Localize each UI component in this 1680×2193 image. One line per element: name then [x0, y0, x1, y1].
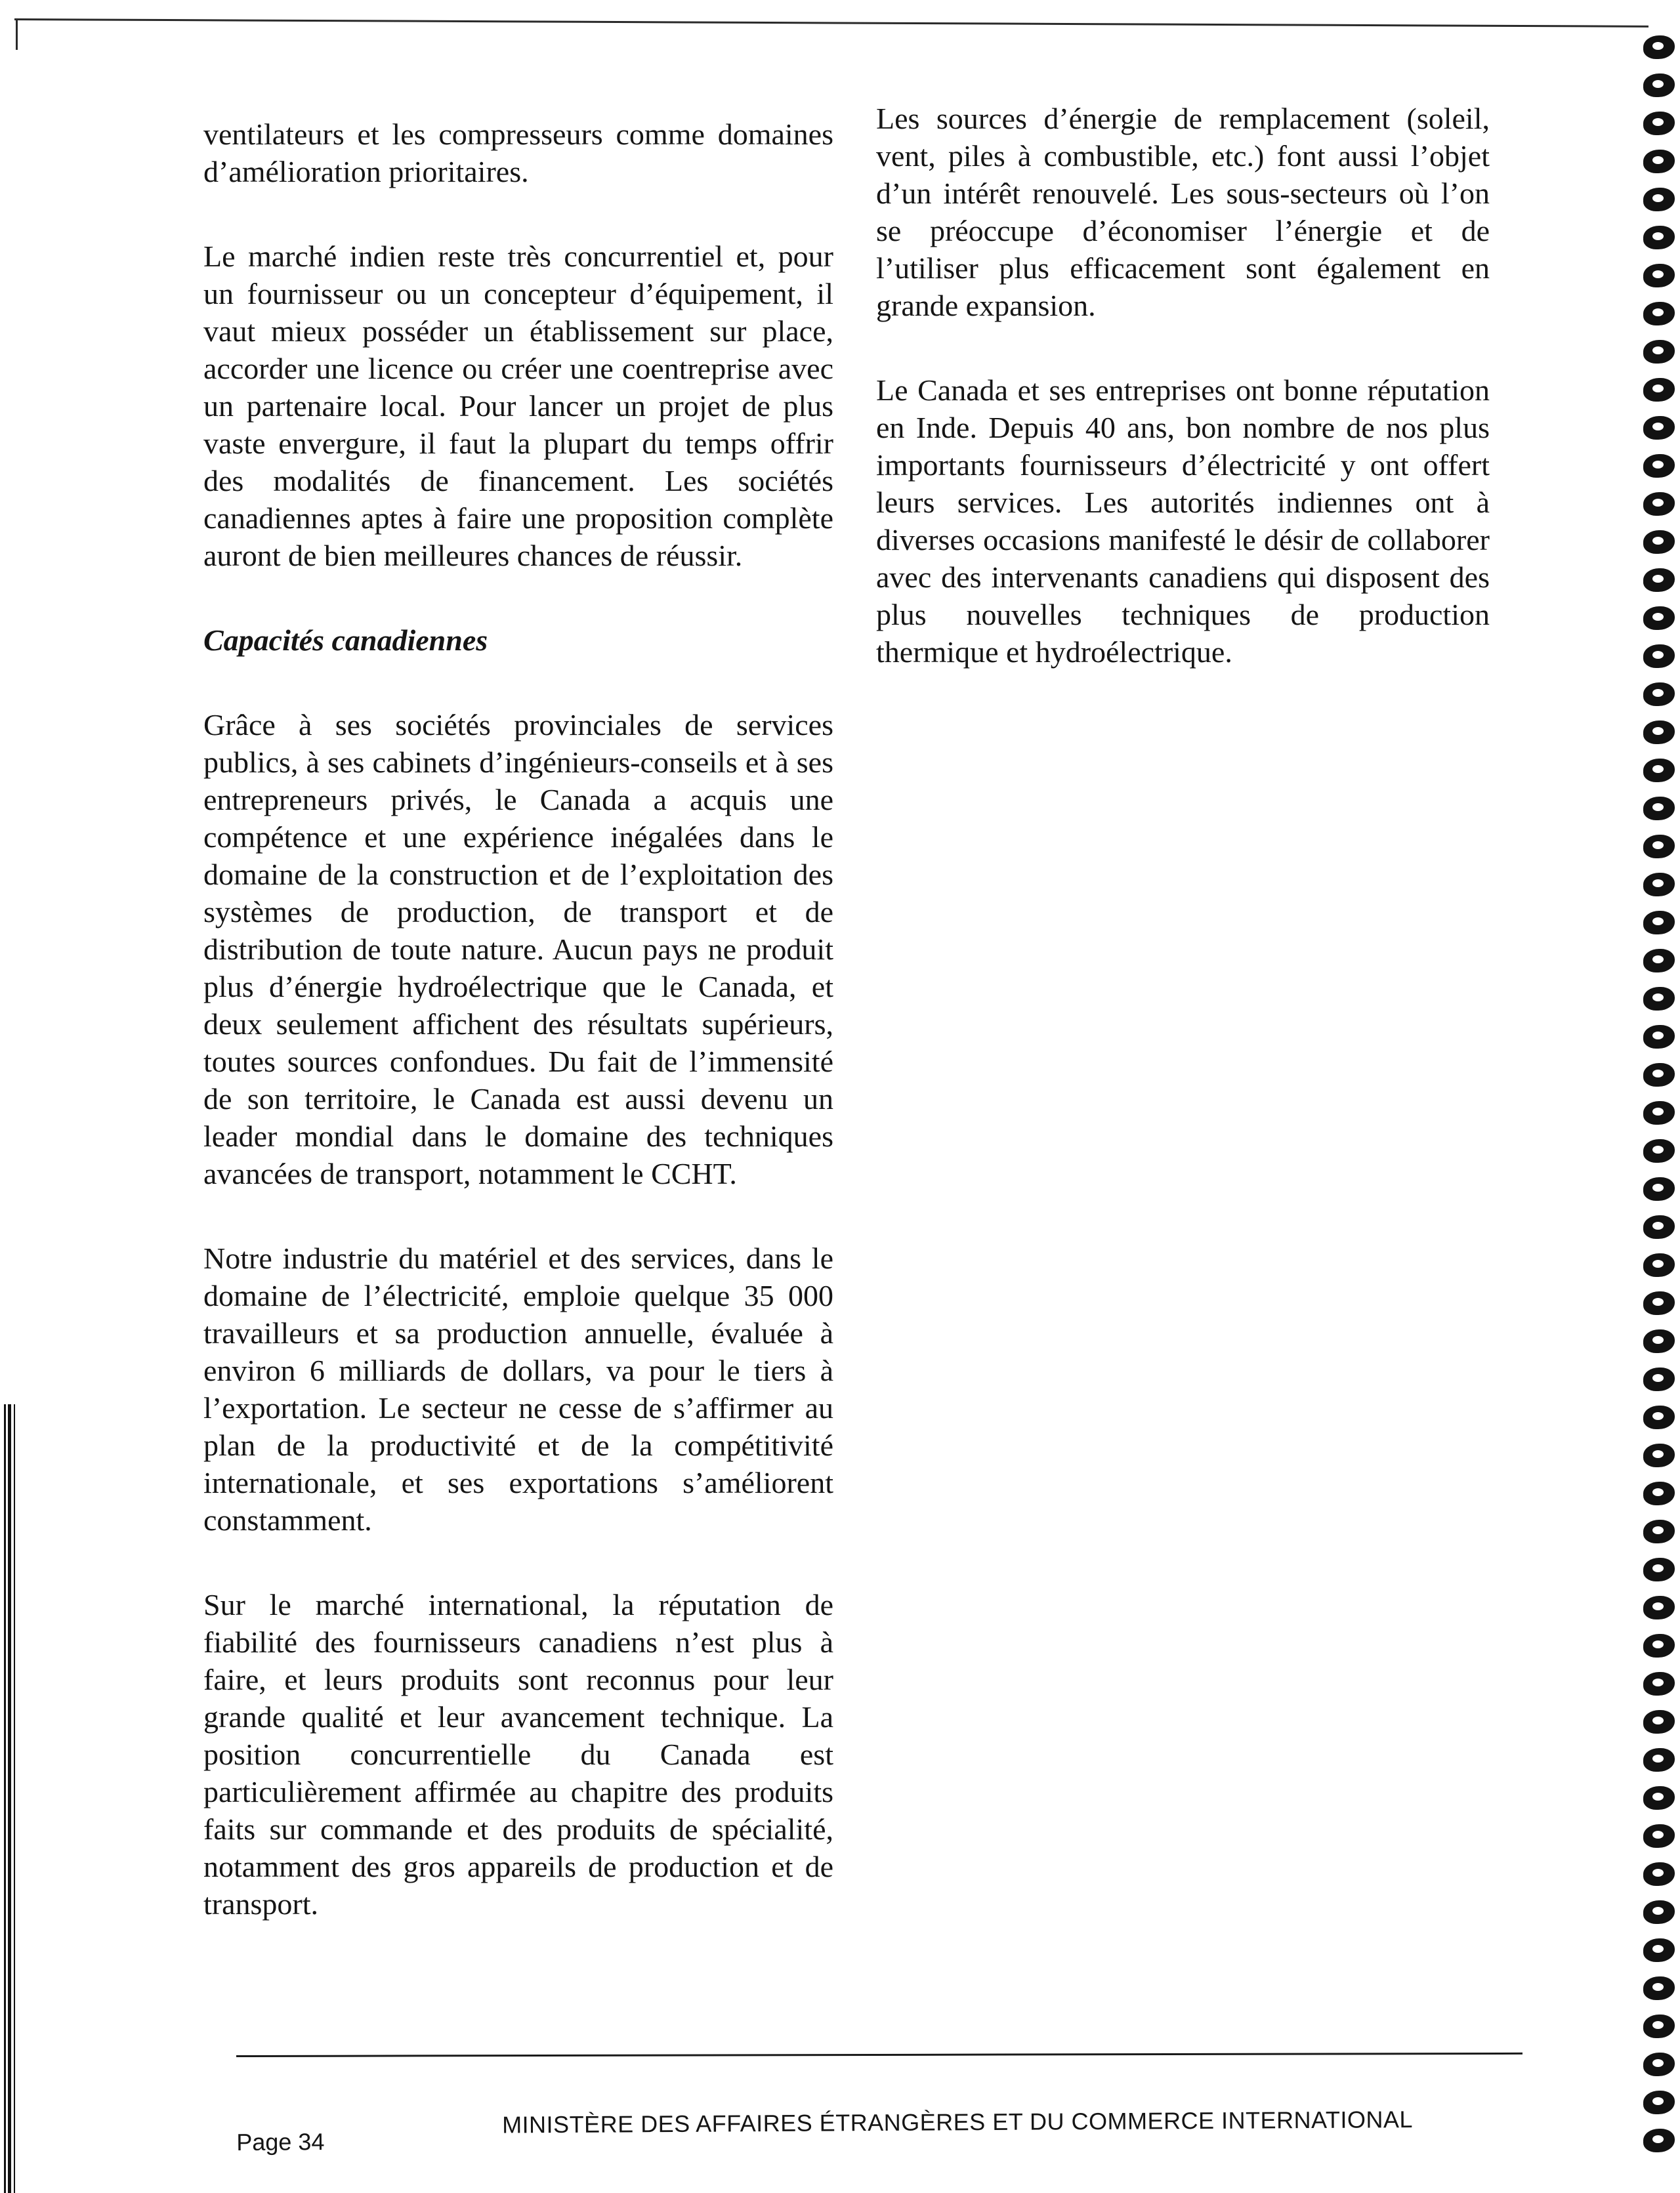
scan-top-edge	[14, 18, 1648, 28]
binding-ring-icon	[1643, 1329, 1675, 1353]
binding-ring-icon	[1643, 416, 1675, 440]
paragraph-sources-energie: Les sources d’énergie de remplacement (soleil, vent, piles à combustible, etc.) font aussi l’objet d’un intérêt renouvelé. Les sous-secteurs où l’on se préoccupe d’économiser l’énergie et de l’utiliser plus efficacement sont également en grande expansion.	[876, 102, 1490, 322]
binding-ring-icon	[1643, 1634, 1675, 1658]
footer-divider	[236, 2053, 1522, 2057]
binding-ring-icon	[1643, 2015, 1675, 2038]
left-binding-shadow	[0, 1404, 42, 2193]
paragraph-marche-international: Sur le marché international, la réputation de fiabilité des fournisseurs canadiens n’est plus à faire, et leurs produits sont reconnus pour leur grande qualité et leur avancement technique. La position concurrentielle du Canada est particulièrement affirmée au chapitre des produits faits sur commande et des produits de spécialité, notamment des gros appareils de production et de transport.	[203, 1588, 833, 1921]
binding-ring-icon	[1643, 1253, 1675, 1277]
binding-ring-icon	[1643, 1938, 1675, 1962]
binding-ring-icon	[1643, 1063, 1675, 1087]
binding-ring-icon	[1643, 112, 1675, 135]
binding-ring-icon	[1643, 150, 1675, 173]
binding-ring-icon	[1643, 226, 1675, 249]
scan-left-edge	[16, 18, 18, 50]
binding-ring-icon	[1643, 2129, 1675, 2152]
binding-ring-icon	[1643, 1862, 1675, 1886]
binding-ring-icon	[1643, 264, 1675, 287]
binding-ring-icon	[1643, 1710, 1675, 1734]
binding-ring-icon	[1643, 1900, 1675, 1924]
paragraph-canada-inde: Le Canada et ses entreprises ont bonne réputation en Inde. Depuis 40 ans, bon nombre de nos plus importants fournisseurs d’électricité y ont offert leurs services. Les autorités indiennes ont à diverses occasions manifesté le désir de collaborer avec des intervenants canadiens qui disposent des plus nouvelles techniques de production thermique et hydroélectrique.	[876, 373, 1490, 669]
binding-ring-icon	[1643, 1786, 1675, 1810]
binding-ring-icon	[1643, 644, 1675, 668]
page-number: Page 34	[236, 2128, 325, 2156]
binding-ring-icon	[1643, 1025, 1675, 1049]
binding-ring-icon	[1643, 1976, 1675, 2000]
binding-ring-icon	[1643, 1291, 1675, 1315]
binding-ring-icon	[1643, 1672, 1675, 1696]
binding-ring-icon	[1643, 2091, 1675, 2114]
binding-ring-icon	[1643, 1406, 1675, 1429]
binding-ring-icon	[1643, 1558, 1675, 1581]
binding-ring-icon	[1643, 340, 1675, 364]
page-footer	[236, 2105, 1522, 2156]
spiral-binding	[1634, 25, 1680, 2184]
binding-ring-icon	[1643, 797, 1675, 820]
binding-ring-icon	[1643, 1824, 1675, 1848]
binding-ring-icon	[1643, 1215, 1675, 1239]
right-text-column	[876, 100, 1490, 718]
binding-ring-icon	[1643, 188, 1675, 211]
binding-ring-icon	[1643, 73, 1675, 97]
binding-ring-icon	[1643, 682, 1675, 706]
binding-ring-icon	[1643, 530, 1675, 554]
binding-ring-icon	[1643, 35, 1675, 59]
binding-ring-icon	[1643, 949, 1675, 972]
binding-ring-icon	[1643, 1177, 1675, 1201]
binding-ring-icon	[1643, 835, 1675, 858]
section-heading-capacites: Capacités canadiennes	[203, 623, 488, 657]
ministry-name: MINISTÈRE DES AFFAIRES ÉTRANGÈRES ET DU COMMERCE INTERNATIONAL	[501, 2106, 1414, 2139]
binding-ring-icon	[1643, 492, 1675, 516]
binding-ring-icon	[1643, 759, 1675, 782]
binding-ring-icon	[1643, 873, 1675, 896]
binding-ring-icon	[1643, 1101, 1675, 1125]
binding-ring-icon	[1643, 606, 1675, 630]
left-text-column	[203, 115, 833, 1970]
binding-ring-icon	[1643, 721, 1675, 744]
binding-ring-icon	[1643, 1368, 1675, 1391]
binding-ring-icon	[1643, 1520, 1675, 1543]
binding-ring-icon	[1643, 2053, 1675, 2076]
binding-ring-icon	[1643, 1482, 1675, 1505]
binding-ring-icon	[1643, 1596, 1675, 1619]
binding-ring-icon	[1643, 1748, 1675, 1772]
paragraph-marche-indien: Le marché indien reste très concurrentiel et, pour un fournisseur ou un concepteur d’équipement, il vaut mieux posséder un établissement sur place, accorder une licence ou créer une coentreprise avec un partenaire local. Pour lancer un projet de plus vaste envergure, il faut la plupart du temps offrir des modalités de financement. Les sociétés canadiennes aptes à faire une proposition complète auront de bien meilleures chances de réussir.	[203, 240, 833, 572]
paragraph-industrie-materiel: Notre industrie du matériel et des services, dans le domaine de l’électricité, emploie quelque 35 000 travailleurs et sa production annuelle, évaluée à environ 6 milliards de dollars, va pour le tiers à l’exportation. Le secteur ne cesse de s’affirmer au plan de la productivité et de la compétitivité internationale, et ses exportations s’améliorent constamment.	[203, 1242, 833, 1537]
binding-ring-icon	[1643, 302, 1675, 325]
binding-ring-icon	[1643, 911, 1675, 934]
paragraph-ventilateurs: ventilateurs et les compresseurs comme domaines d’amélioration prioritaires.	[203, 117, 833, 188]
binding-ring-icon	[1643, 1139, 1675, 1163]
binding-ring-icon	[1643, 454, 1675, 478]
paragraph-societes-provinciales: Grâce à ses sociétés provinciales de services publics, à ses cabinets d’ingénieurs-conseils et à ses entrepreneurs privés, le Canada a acquis une compétence et une expérience inégalées dans le domaine de la construction et de l’exploitation des systèmes de production, de transport et de distribution de toute nature. Aucun pays ne produit plus d’énergie hydroélectrique que le Canada, et deux seulement affichent des résultats supérieurs, toutes sources confondues. Du fait de l’immensité de son territoire, le Canada est aussi devenu un leader mondial dans le domaine des techniques avancées de transport, notamment le CCHT.	[203, 708, 833, 1190]
binding-ring-icon	[1643, 568, 1675, 592]
binding-ring-icon	[1643, 378, 1675, 402]
binding-ring-icon	[1643, 987, 1675, 1011]
binding-ring-icon	[1643, 1444, 1675, 1467]
